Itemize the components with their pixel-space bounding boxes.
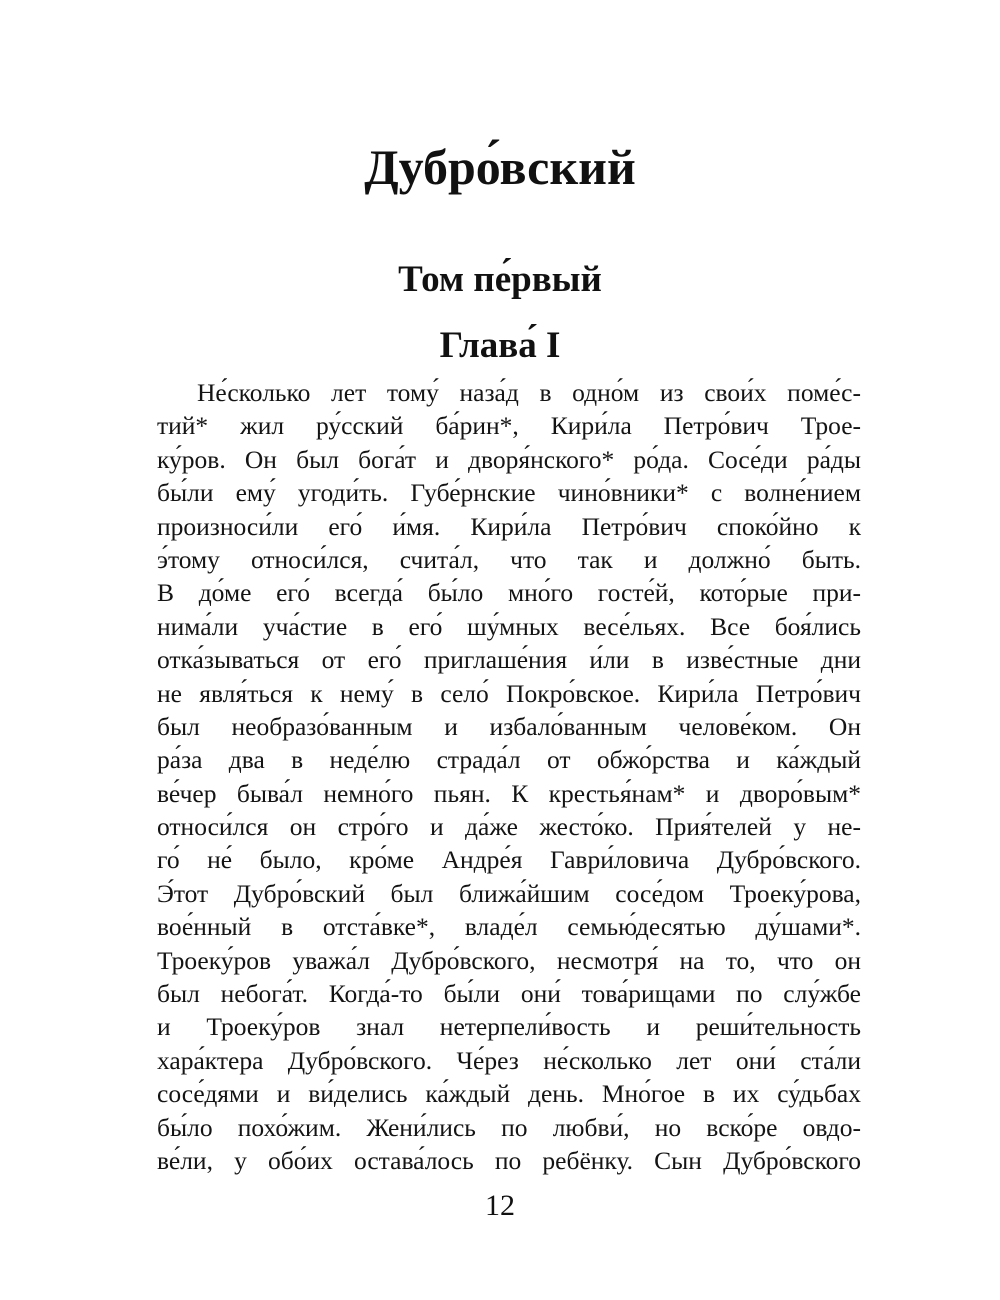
text-line: был небога́т. Когда́-то бы́ли они́ това́рищами по слу́жбе: [157, 979, 861, 1009]
text-line: хара́ктера Дубро́вского. Че́рез не́сколько лет они́ ста́ли: [157, 1045, 861, 1075]
chapter-title: Глава́ I: [439, 325, 561, 366]
text-line: отка́зываться от его́ приглаше́ния и́ли в изве́стные дни: [157, 645, 861, 675]
text-line: ве́ли, у обо́их остава́лось по ребёнку. Сын Дубро́вского: [157, 1145, 861, 1175]
chapter-body-text: [157, 376, 861, 1177]
text-line: произноси́ли его́ и́мя. Кири́ла Петро́вич споко́йно к: [157, 511, 861, 541]
text-line: ве́чер быва́л немно́го пьян. К крестья́нам* и дворо́вым*: [157, 778, 861, 808]
text-line: нима́ли уча́стие в его́ шу́мных весе́льях. Все боя́лись: [157, 611, 861, 641]
text-line: В до́ме его́ всегда́ бы́ло мно́го госте́й, кото́рые при-: [157, 578, 861, 608]
page-number: 12: [485, 1189, 515, 1222]
text-line: сосе́дями и ви́делись ка́ждый день. Мно́гое в их су́дьбах: [157, 1079, 861, 1109]
text-line: вое́нный в отста́вке*, владе́л семью́десятью ду́шами*.: [157, 912, 861, 942]
text-line: ра́за два в неде́лю страда́л от обжо́рства и ка́ждый: [157, 745, 861, 775]
text-line: Троеку́ров уважа́л Дубро́вского, несмотря́ на то, что он: [157, 945, 861, 975]
text-line: не явля́ться к нему́ в село́ Покро́вское. Кири́ла Петро́вич: [157, 678, 861, 708]
text-line: ку́ров. Он был бога́т и дворя́нского* ро́да. Сосе́ди ра́ды: [157, 444, 861, 474]
volume-title: Том пе́рвый: [398, 259, 602, 300]
text-line: тий* жил ру́сский ба́рин*, Кири́ла Петро́вич Трое-: [157, 411, 861, 441]
text-line: го́ не́ было, кро́ме Андре́я Гаври́ловича Дубро́вского.: [157, 845, 861, 875]
text-line: был необразо́ванным и избало́ванным челове́ком. Он: [157, 711, 861, 741]
text-line: и Троеку́ров знал нетерпели́вость и реши́тельность: [157, 1012, 861, 1042]
text-line: относи́лся он стро́го и да́же жесто́ко. Прия́телей у не-: [157, 812, 861, 842]
text-line: Не́сколько лет тому́ наза́д в одно́м из свои́х поме́с-: [197, 378, 861, 407]
text-line: Э́тот Дубро́вский был ближа́йшим сосе́дом Троеку́рова,: [157, 878, 861, 908]
text-line: э́тому относи́лся, счита́л, что так и должно́ быть.: [157, 544, 861, 574]
book-title: Дубро́вский: [364, 139, 636, 195]
text-line: бы́ли ему́ угоди́ть. Губе́рнские чино́вники* с волне́нием: [157, 478, 861, 508]
text-line: бы́ло похо́жим. Жени́лись по любви́, но вско́ре овдо-: [157, 1112, 861, 1142]
